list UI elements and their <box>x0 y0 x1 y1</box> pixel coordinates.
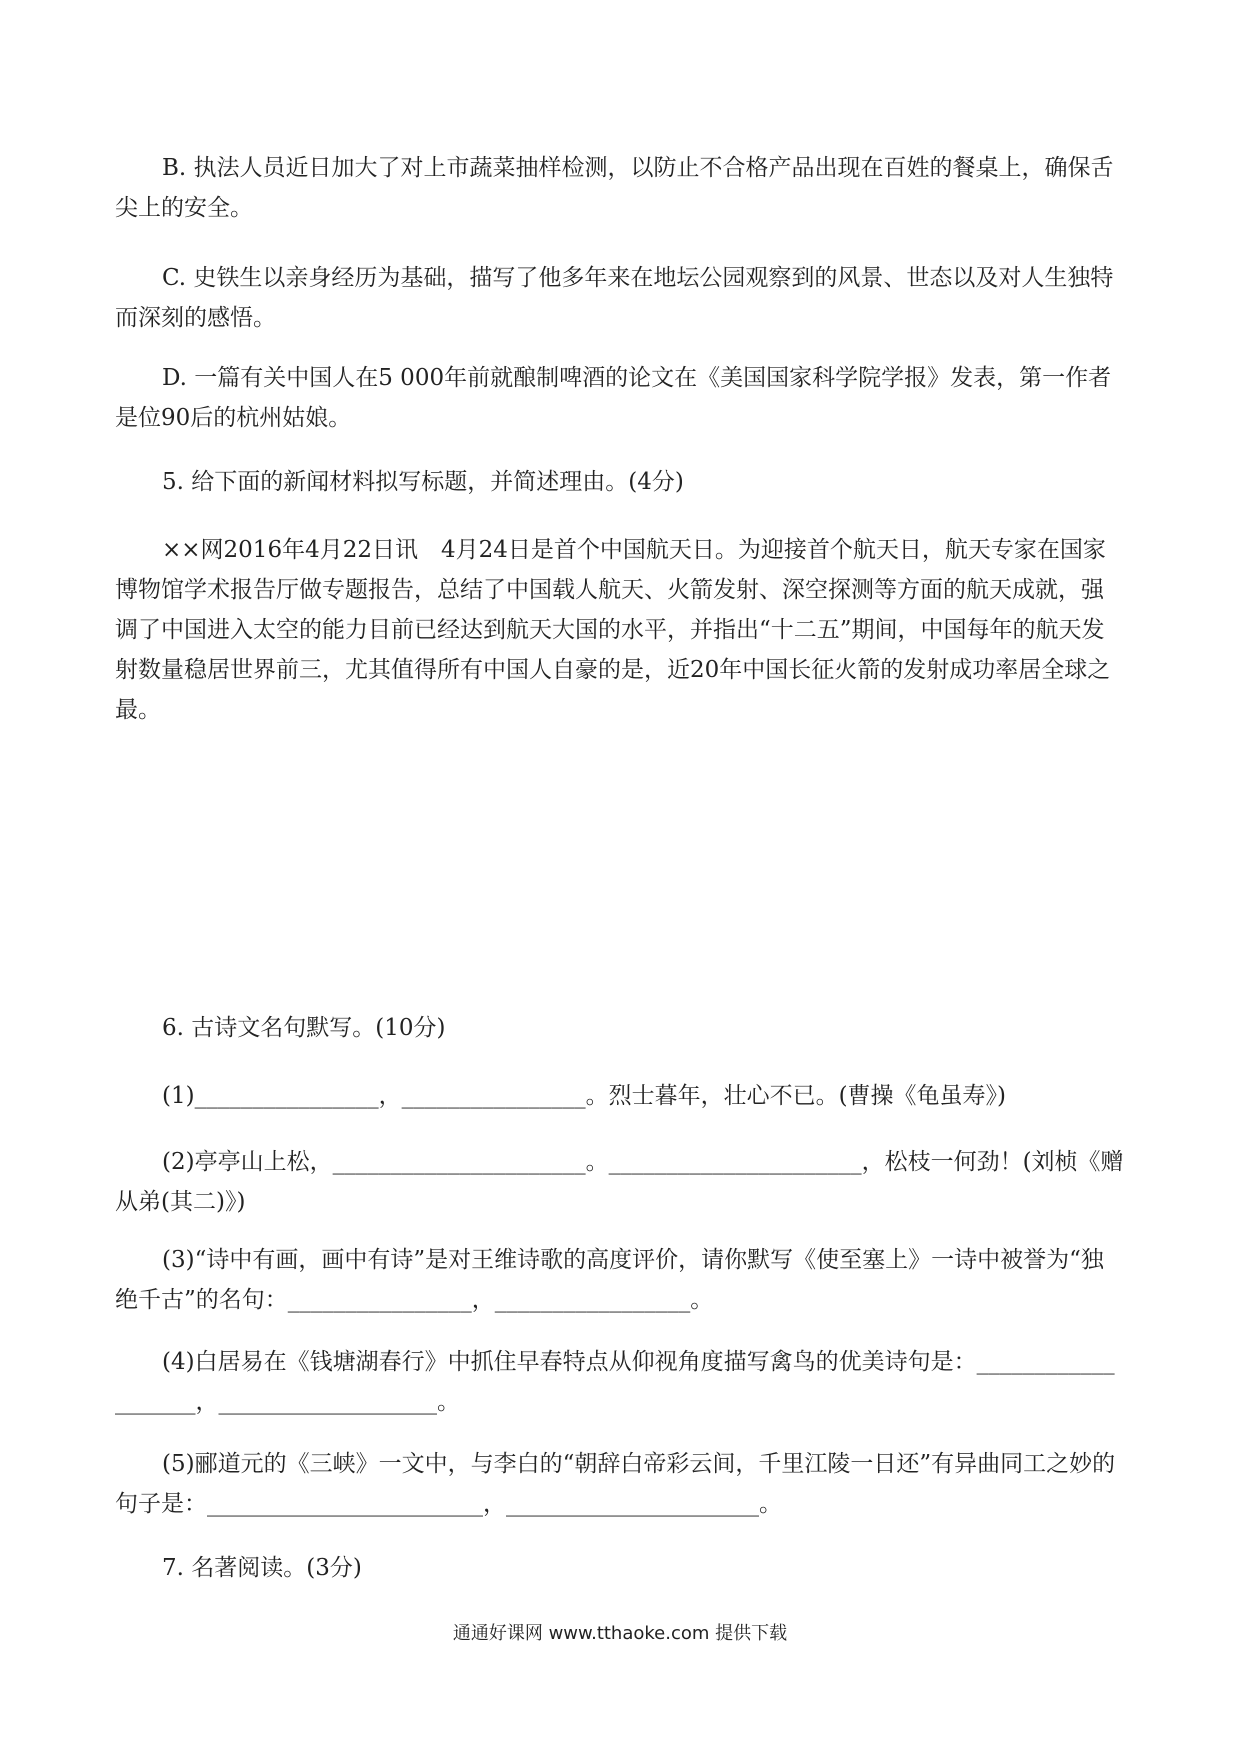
question-6-item-2: (2)亭亭山上松，______________________。______________________，松枝一何劲！(刘桢《赠从弟(其二)》) <box>115 1149 1124 1215</box>
download-footer: 通通好课网 www.tthaoke.com 提供下载 <box>452 1623 788 1644</box>
question-6-item-4: (4)白居易在《钱塘湖春行》中抓住早春特点从仰视角度描写禽鸟的优美诗句是：___________________，___________________。 <box>115 1349 1115 1415</box>
option-d: D. 一篇有关中国人在5 000年前就酿制啤酒的论文在《美国国家科学院学报》发表，第一作者是位90后的杭州姑娘。 <box>115 365 1112 431</box>
question-5-news-material: ××网2016年4月22日讯 4月24日是首个中国航天日。为迎接首个航天日，航天专家在国家博物馆学术报告厅做专题报告，总结了中国载人航天、火箭发射、深空探测等方面的航天成就，强调了中国进入太空的能力目前已经达到航天大国的水平，并指出“十二五”期间，中国每年的航天发射数量稳居世界前三，尤其值得所有中国人自豪的是，近20年中国长征火箭的发射成功率居全球之最。 <box>115 537 1111 723</box>
question-6-item-1: (1)________________，________________。烈士暮年，壮心不已。(曹操《龟虽寿》) <box>162 1083 1007 1109</box>
question-5-title: 5. 给下面的新闻材料拟写标题，并简述理由。(4分) <box>162 469 684 495</box>
option-b: B. 执法人员近日加大了对上市蔬菜抽样检测，以防止不合格产品出现在百姓的餐桌上，确保舌尖上的安全。 <box>115 155 1114 221</box>
question-6-item-3: (3)“诗中有画，画中有诗”是对王维诗歌的高度评价，请你默写《使至塞上》一诗中被誉为“独绝千古”的名句：________________，_________________。 <box>115 1247 1104 1313</box>
option-c: C. 史铁生以亲身经历为基础，描写了他多年来在地坛公园观察到的风景、世态以及对人生独特而深刻的感悟。 <box>115 265 1114 331</box>
question-6-item-5: (5)郦道元的《三峡》一文中，与李白的“朝辞白帝彩云间，千里江陵一日还”有异曲同工之妙的句子是：________________________，______________________。 <box>115 1451 1116 1517</box>
question-7-title: 7. 名著阅读。(3分) <box>162 1555 362 1581</box>
question-6-title: 6. 古诗文名句默写。(10分) <box>162 1015 446 1041</box>
